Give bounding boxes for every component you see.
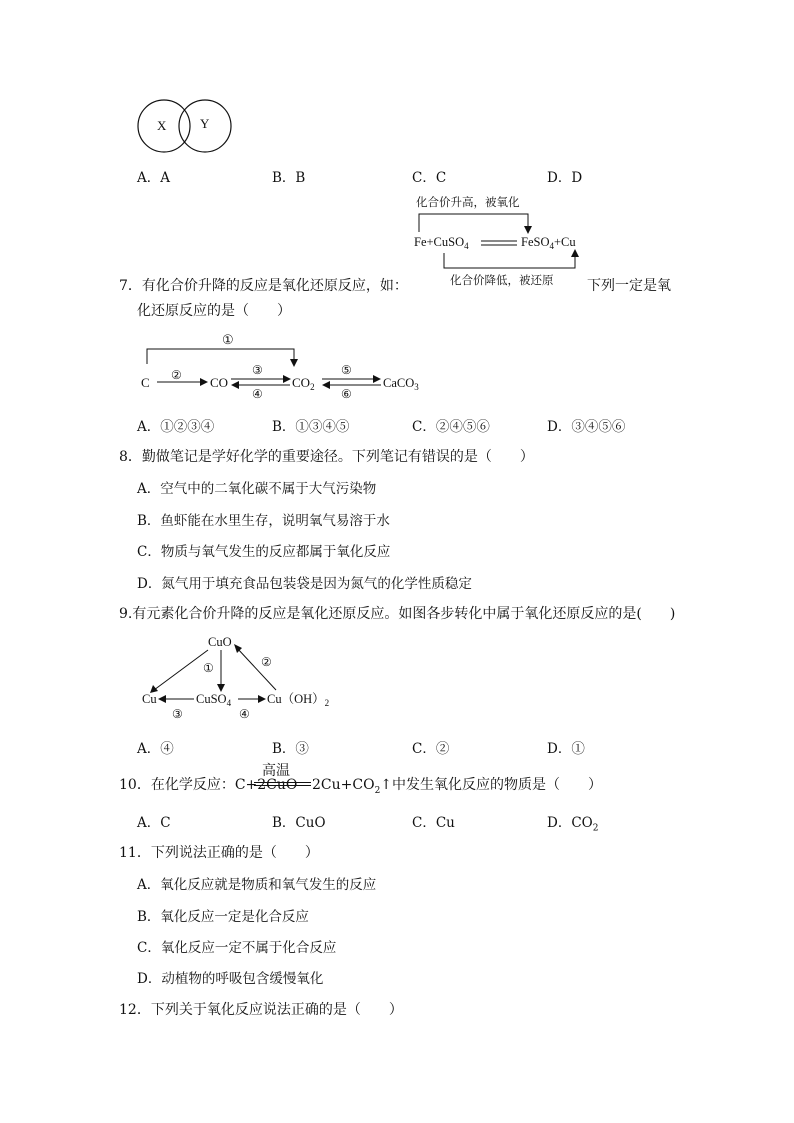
step-1-label: ①: [203, 661, 214, 675]
step-6-label: ⑥: [341, 387, 352, 401]
q10-option-c[interactable]: C．Cu: [412, 815, 455, 831]
node-co: CO: [210, 375, 229, 390]
node-cu-oh-2: $Cu(OH)_2$: [267, 692, 330, 708]
q8-option-b[interactable]: B．鱼虾能在水里生存，说明氧气易溶于水: [137, 513, 390, 529]
q11-option-d[interactable]: D．动植物的呼吸包含缓慢氧化: [137, 971, 324, 987]
step-1-arrowhead: [290, 359, 298, 367]
q10-option-d[interactable]: D．$CO_2$: [547, 815, 599, 834]
q6-option-a[interactable]: A．A: [137, 170, 170, 186]
step-4-label: ④: [252, 387, 263, 401]
node-caco3: CaCO$_3$: [383, 376, 419, 392]
step-3-label: ③: [252, 363, 263, 377]
q7-stem-tail: 下列一定是氧: [587, 278, 671, 294]
q10-stem-a: 10．在化学反应：C+2CuO: [119, 777, 298, 793]
q6-option-d[interactable]: D．D: [547, 170, 583, 186]
step-4-label: ④: [239, 707, 250, 721]
step-1-arrowhead: [217, 684, 225, 692]
q9-option-a[interactable]: A．④: [137, 741, 174, 757]
step-3-arrowhead: [283, 375, 291, 383]
q10-option-a[interactable]: A．C: [137, 815, 171, 831]
q11-stem: 11．下列说法正确的是（ ）: [119, 845, 319, 861]
node-cu: Cu: [142, 692, 157, 706]
venn-label-x: X: [157, 118, 167, 133]
q7-option-b[interactable]: B．①③④⑤: [272, 419, 350, 435]
step-5-arrowhead: [373, 375, 381, 383]
oxidized-bracket: [419, 214, 528, 232]
q7-option-d[interactable]: D．③④⑤⑥: [547, 419, 626, 435]
q8-option-d[interactable]: D．氮气用于填充食品包装袋是因为氮气的化学性质稳定: [137, 576, 472, 592]
step-1-label: ①: [222, 332, 234, 347]
eq-left: Fe+CuSO$_4$: [414, 235, 469, 251]
reduced-arrowhead: [571, 249, 579, 257]
q8-option-a[interactable]: A．空气中的二氧化碳不属于大气污染物: [137, 481, 377, 497]
step-6-arrowhead: [322, 381, 330, 389]
q11-option-a[interactable]: A．氧化反应就是物质和氧气发生的反应: [137, 877, 377, 893]
redox-equation-figure: [410, 190, 595, 290]
copper-conversion-diagram: [136, 630, 346, 725]
step-1-bracket: [147, 349, 294, 364]
oxidized-note: 化合价升高，被氧化: [416, 195, 520, 209]
carbon-conversion-diagram: [136, 328, 436, 404]
q9-option-c[interactable]: C．②: [412, 741, 450, 757]
q7-stem-line2: 化还原反应的是（ ）: [137, 303, 291, 319]
q7-stem-line1: 7．有化合价升降的反应是氧化还原反应，如：: [119, 278, 408, 294]
q6-option-b[interactable]: B．B: [272, 170, 306, 186]
venn-label-y: Y: [200, 116, 210, 131]
step-2-label: ②: [261, 655, 272, 669]
step-4-arrowhead: [231, 381, 239, 389]
node-cuso4: CuSO$_4$: [196, 692, 232, 708]
step-2-arrowhead: [200, 378, 208, 386]
reduced-note: 化合价降低，被还原: [450, 273, 554, 287]
q10-stem-b: $2Cu+CO_2↑$中发生氧化反应的物质是（ ）: [312, 777, 603, 796]
reduced-bracket: [444, 253, 575, 268]
node-c: C: [141, 375, 150, 390]
step-4-arrowhead: [258, 695, 266, 703]
q10-equals-sign: [254, 782, 311, 786]
q8-option-c[interactable]: C．物质与氧气发生的反应都属于氧化反应: [137, 544, 391, 560]
venn-diagram: [130, 92, 240, 162]
q10-condition: 高温: [262, 763, 290, 779]
node-co2: $CO_2$: [292, 375, 315, 392]
node-cuo: CuO: [208, 635, 232, 649]
q6-option-c[interactable]: C．C: [412, 170, 447, 186]
step-3-arrowhead: [158, 695, 166, 703]
q10-option-b[interactable]: B．CuO: [272, 815, 326, 831]
q8-stem: 8．勤做笔记是学好化学的重要途径。下列笔记有错误的是（ ）: [119, 449, 534, 465]
q9-stem: 9.有元素化合价升降的反应是氧化还原反应。如图各步转化中属于氧化还原反应的是( ): [119, 606, 676, 622]
q7-option-c[interactable]: C．②④⑤⑥: [412, 419, 490, 435]
q11-option-b[interactable]: B．氧化反应一定是化合反应: [137, 909, 309, 925]
q11-option-c[interactable]: C．氧化反应一定不属于化合反应: [137, 940, 337, 956]
q12-stem: 12．下列关于氧化反应说法正确的是（ ）: [119, 1002, 403, 1018]
q9-option-b[interactable]: B．③: [272, 741, 309, 757]
q7-option-a[interactable]: A．①②③④: [137, 419, 215, 435]
oxidized-arrowhead: [524, 226, 532, 234]
eq-right: FeSO$_4$+Cu: [521, 235, 576, 251]
q9-option-d[interactable]: D．①: [547, 741, 585, 757]
cuo-to-cu-line: [154, 650, 208, 690]
step-2-label: ②: [171, 368, 182, 382]
step-3-label: ③: [172, 707, 183, 721]
step-5-label: ⑤: [341, 363, 352, 377]
